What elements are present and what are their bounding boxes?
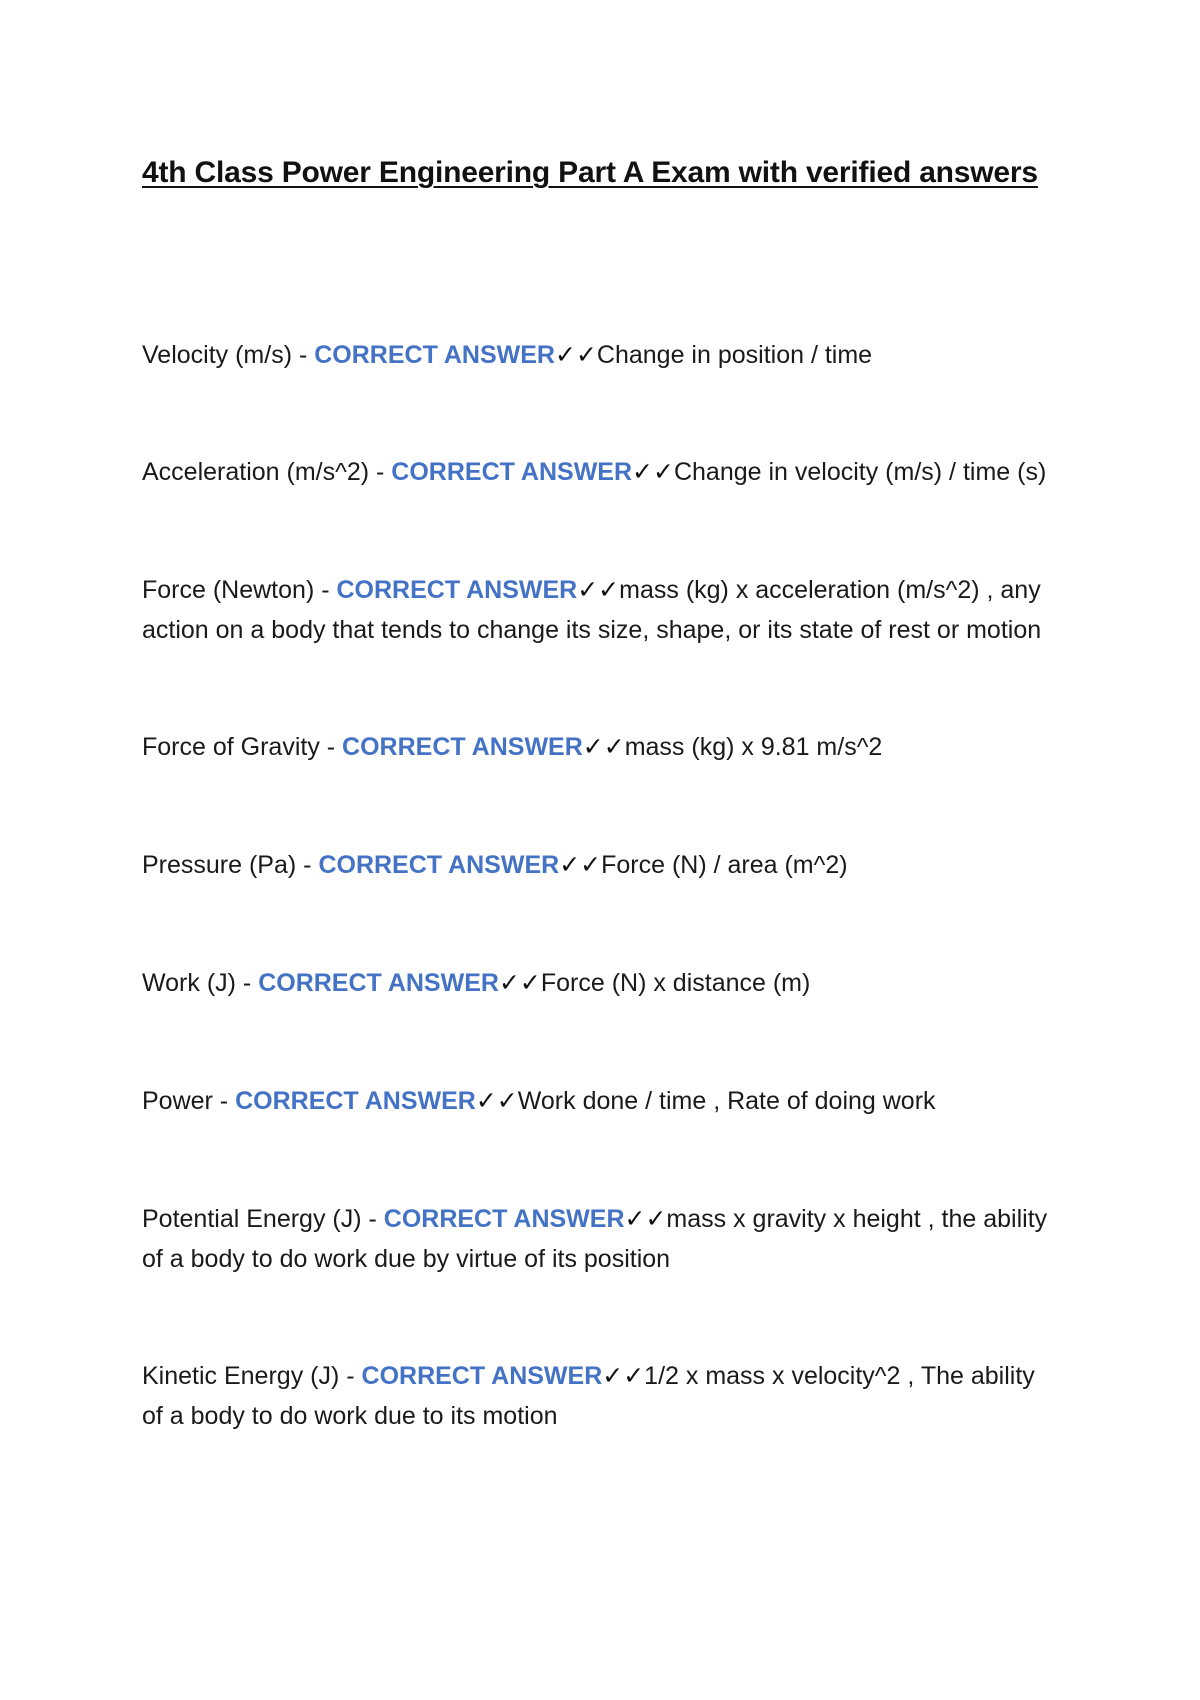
qa-term: Acceleration (m/s^2) - [142,458,392,486]
qa-item-power [142,1081,1062,1121]
double-check-icon: ✓✓ [475,1086,518,1115]
qa-item-force-of-gravity [142,727,1062,767]
qa-answer: Change in position / time [596,341,873,369]
double-check-icon: ✓✓ [577,575,620,604]
qa-term: Work (J) - [142,969,259,997]
double-check-icon: ✓✓ [632,457,674,486]
qa-term: Power - [142,1087,236,1115]
qa-item-velocity [142,335,1062,375]
qa-term: Potential Energy (J) - [142,1205,384,1233]
qa-item-pressure [142,845,1062,885]
qa-item-acceleration [142,452,1062,492]
correct-answer-tag: CORRECT ANSWER [235,1087,476,1115]
qa-answer: mass (kg) x 9.81 m/s^2 [624,733,883,761]
document-title: 4th Class Power Engineering Part A Exam with verified answers [142,156,1038,189]
correct-answer-tag: CORRECT ANSWER [391,458,633,486]
qa-answer: 1/2 x mass x velocity^2 , The ability of a body to do work due to its motion [142,1362,1035,1430]
correct-answer-tag: CORRECT ANSWER [258,969,499,997]
double-check-icon: ✓✓ [582,732,625,761]
qa-answer: mass x gravity x height , the ability of a body to do work due by virtue of its position [142,1205,1048,1273]
qa-term: Kinetic Energy (J) - [142,1362,362,1390]
correct-answer-tag: CORRECT ANSWER [314,341,555,369]
qa-item-kinetic-energy [142,1356,1062,1436]
correct-answer-tag: CORRECT ANSWER [336,576,578,604]
double-check-icon: ✓✓ [555,340,597,369]
correct-answer-tag: CORRECT ANSWER [361,1362,603,1390]
qa-answer: Force (N) x distance (m) [540,969,811,997]
qa-answer: Force (N) / area (m^2) [601,851,848,879]
qa-term: Force of Gravity - [142,733,343,761]
double-check-icon: ✓✓ [602,1361,645,1390]
qa-answer: mass (kg) x acceleration (m/s^2) , any action on a body that tends to change its size, shape, or its state of rest or motion [142,576,1042,644]
correct-answer-tag: CORRECT ANSWER [342,733,583,761]
qa-term: Velocity (m/s) - [142,341,315,369]
qa-item-potential-energy [142,1199,1062,1279]
correct-answer-tag: CORRECT ANSWER [383,1205,625,1233]
double-check-icon: ✓✓ [559,850,602,879]
qa-answer: Change in velocity (m/s) / time (s) [673,458,1047,486]
qa-item-work [142,963,1062,1003]
double-check-icon: ✓✓ [624,1204,667,1233]
correct-answer-tag: CORRECT ANSWER [318,851,560,879]
double-check-icon: ✓✓ [498,968,541,997]
qa-answer: Work done / time , Rate of doing work [517,1087,936,1115]
qa-term: Force (Newton) - [142,576,337,604]
qa-item-force [142,570,1062,650]
qa-term: Pressure (Pa) - [142,851,319,879]
